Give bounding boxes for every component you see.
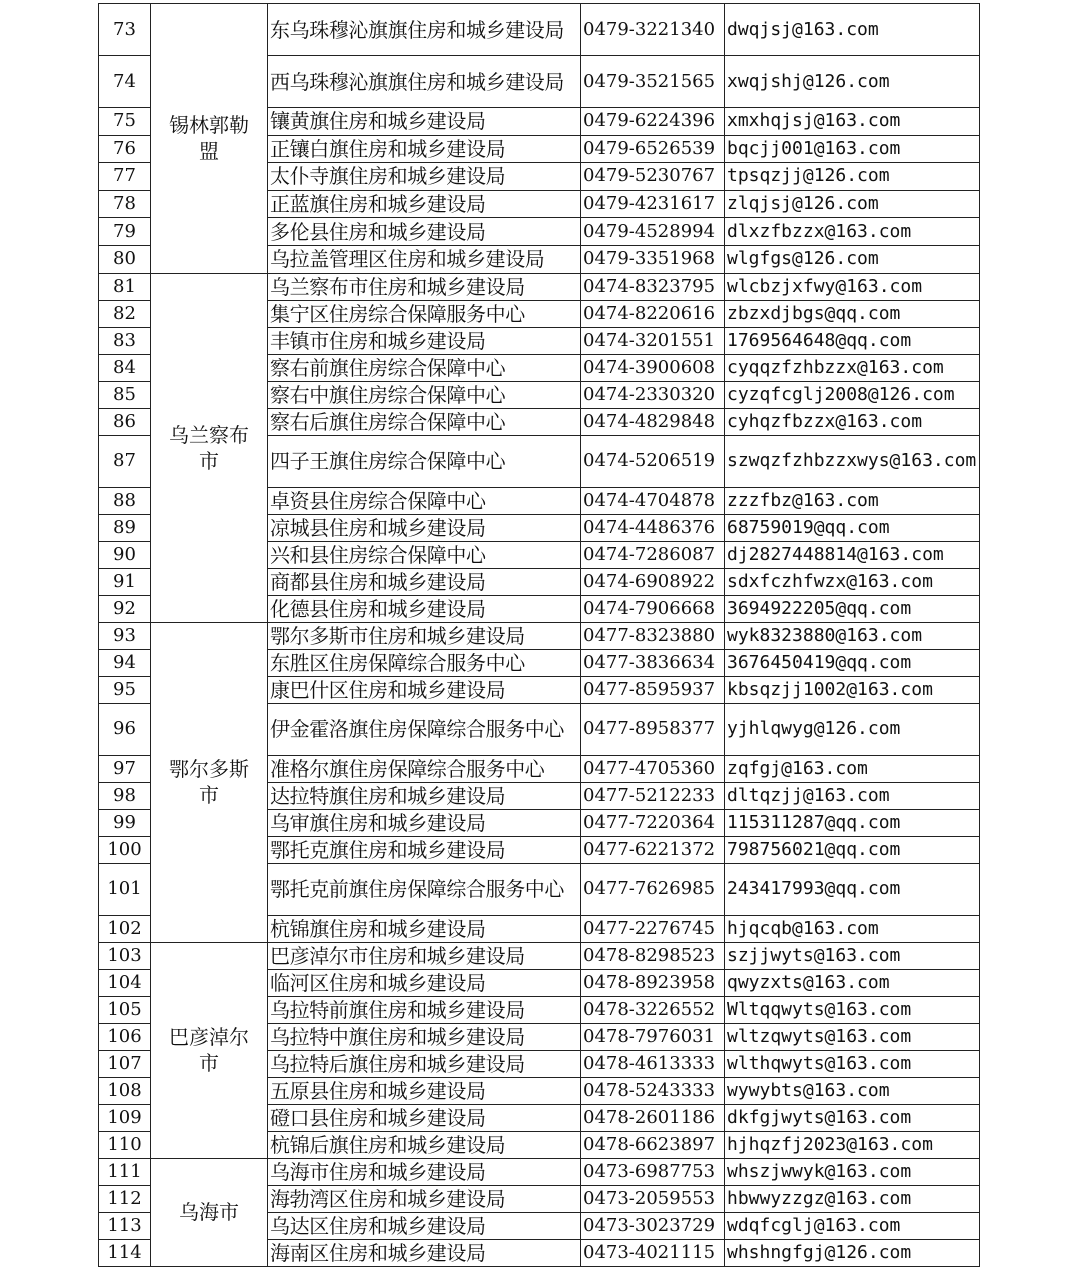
row-number: 102 (99, 915, 151, 942)
unit-name: 乌拉盖管理区住房和城乡建设局 (268, 245, 581, 273)
email-address: cyhqzfbzzx@163.com (725, 408, 980, 435)
row-number: 104 (99, 969, 151, 996)
email-address: 68759019@qq.com (725, 514, 980, 541)
email-address: wlthqwyts@163.com (725, 1050, 980, 1077)
row-number: 83 (99, 327, 151, 354)
unit-name: 鄂托克前旗住房保障综合服务中心 (268, 863, 581, 915)
region-cell: 乌海市 (151, 1158, 268, 1266)
table-row (99, 1158, 980, 1185)
phone-number: 0474-3201551 (581, 327, 725, 354)
phone-number: 0478-4613333 (581, 1050, 725, 1077)
row-number: 97 (99, 755, 151, 782)
row-number: 99 (99, 809, 151, 836)
phone-number: 0473-2059553 (581, 1185, 725, 1212)
row-number: 91 (99, 568, 151, 595)
unit-name: 乌达区住房和城乡建设局 (268, 1212, 581, 1239)
unit-name: 多伦县住房和城乡建设局 (268, 218, 581, 246)
unit-name: 丰镇市住房和城乡建设局 (268, 327, 581, 354)
unit-name: 四子王旗住房综合保障中心 (268, 435, 581, 487)
row-number: 110 (99, 1131, 151, 1158)
phone-number: 0478-5243333 (581, 1077, 725, 1104)
phone-number: 0474-2330320 (581, 381, 725, 408)
table-row (99, 942, 980, 969)
row-number: 74 (99, 56, 151, 108)
row-number: 95 (99, 676, 151, 703)
row-number: 92 (99, 595, 151, 622)
email-address: xmxhqjsj@163.com (725, 108, 980, 136)
email-address: dwqjsj@163.com (725, 4, 980, 56)
phone-number: 0478-8298523 (581, 942, 725, 969)
unit-name: 东胜区住房保障综合服务中心 (268, 649, 581, 676)
unit-name: 乌拉特前旗住房和城乡建设局 (268, 996, 581, 1023)
table-row (99, 273, 980, 300)
unit-name: 凉城县住房和城乡建设局 (268, 514, 581, 541)
email-address: dlxzfbzzx@163.com (725, 218, 980, 246)
row-number: 88 (99, 487, 151, 514)
phone-number: 0478-2601186 (581, 1104, 725, 1131)
region-cell: 乌兰察布市 (151, 273, 268, 622)
email-address: hjqcqb@163.com (725, 915, 980, 942)
unit-name: 杭锦后旗住房和城乡建设局 (268, 1131, 581, 1158)
unit-name: 化德县住房和城乡建设局 (268, 595, 581, 622)
email-address: szwqzfzhbzzxwys@163.com (725, 435, 980, 487)
email-address: bqcjj001@163.com (725, 135, 980, 163)
unit-name: 乌拉特后旗住房和城乡建设局 (268, 1050, 581, 1077)
unit-name: 海勃湾区住房和城乡建设局 (268, 1185, 581, 1212)
row-number: 84 (99, 354, 151, 381)
unit-name: 正镶白旗住房和城乡建设局 (268, 135, 581, 163)
unit-name: 鄂托克旗住房和城乡建设局 (268, 836, 581, 863)
contact-table (98, 3, 980, 1267)
unit-name: 乌审旗住房和城乡建设局 (268, 809, 581, 836)
unit-name: 乌拉特中旗住房和城乡建设局 (268, 1023, 581, 1050)
unit-name: 乌海市住房和城乡建设局 (268, 1158, 581, 1185)
email-address: szjjwyts@163.com (725, 942, 980, 969)
row-number: 85 (99, 381, 151, 408)
email-address: zqfgj@163.com (725, 755, 980, 782)
phone-number: 0474-6908922 (581, 568, 725, 595)
row-number: 100 (99, 836, 151, 863)
row-number: 86 (99, 408, 151, 435)
row-number: 101 (99, 863, 151, 915)
phone-number: 0477-3836634 (581, 649, 725, 676)
phone-number: 0478-3226552 (581, 996, 725, 1023)
region-cell: 巴彦淖尔市 (151, 942, 268, 1158)
email-address: wlgfgs@126.com (725, 245, 980, 273)
email-address: whshngfgj@126.com (725, 1239, 980, 1266)
unit-name: 商都县住房和城乡建设局 (268, 568, 581, 595)
phone-number: 0477-6221372 (581, 836, 725, 863)
region-cell: 鄂尔多斯市 (151, 622, 268, 942)
phone-number: 0474-4704878 (581, 487, 725, 514)
row-number: 96 (99, 703, 151, 755)
email-address: qwyzxts@163.com (725, 969, 980, 996)
phone-number: 0473-6987753 (581, 1158, 725, 1185)
email-address: Wltqqwyts@163.com (725, 996, 980, 1023)
unit-name: 准格尔旗住房保障综合服务中心 (268, 755, 581, 782)
phone-number: 0473-3023729 (581, 1212, 725, 1239)
unit-name: 察右中旗住房综合保障中心 (268, 381, 581, 408)
row-number: 89 (99, 514, 151, 541)
phone-number: 0479-6526539 (581, 135, 725, 163)
phone-number: 0477-5212233 (581, 782, 725, 809)
unit-name: 乌兰察布市住房和城乡建设局 (268, 273, 581, 300)
phone-number: 0477-7220364 (581, 809, 725, 836)
row-number: 90 (99, 541, 151, 568)
row-number: 93 (99, 622, 151, 649)
email-address: sdxfczhfwzx@163.com (725, 568, 980, 595)
row-number: 94 (99, 649, 151, 676)
unit-name: 东乌珠穆沁旗旗住房和城乡建设局 (268, 4, 581, 56)
phone-number: 0474-3900608 (581, 354, 725, 381)
table-row (99, 622, 980, 649)
unit-name: 西乌珠穆沁旗旗住房和城乡建设局 (268, 56, 581, 108)
row-number: 75 (99, 108, 151, 136)
unit-name: 达拉特旗住房和城乡建设局 (268, 782, 581, 809)
email-address: xwqjshj@126.com (725, 56, 980, 108)
phone-number: 0478-8923958 (581, 969, 725, 996)
phone-number: 0477-8595937 (581, 676, 725, 703)
row-number: 87 (99, 435, 151, 487)
row-number: 73 (99, 4, 151, 56)
unit-name: 伊金霍洛旗住房保障综合服务中心 (268, 703, 581, 755)
phone-number: 0473-4021115 (581, 1239, 725, 1266)
email-address: zlqjsj@126.com (725, 190, 980, 218)
unit-name: 卓资县住房综合保障中心 (268, 487, 581, 514)
row-number: 98 (99, 782, 151, 809)
email-address: yjhlqwyg@126.com (725, 703, 980, 755)
phone-number: 0479-6224396 (581, 108, 725, 136)
email-address: 3694922205@qq.com (725, 595, 980, 622)
email-address: zbzxdjbgs@qq.com (725, 300, 980, 327)
table-row (99, 4, 980, 56)
phone-number: 0479-4528994 (581, 218, 725, 246)
phone-number: 0478-7976031 (581, 1023, 725, 1050)
phone-number: 0474-4829848 (581, 408, 725, 435)
row-number: 111 (99, 1158, 151, 1185)
row-number: 103 (99, 942, 151, 969)
email-address: whszjwwyk@163.com (725, 1158, 980, 1185)
email-address: 115311287@qq.com (725, 809, 980, 836)
unit-name: 太仆寺旗住房和城乡建设局 (268, 163, 581, 191)
email-address: hjhqzfj2023@163.com (725, 1131, 980, 1158)
row-number: 105 (99, 996, 151, 1023)
email-address: 798756021@qq.com (725, 836, 980, 863)
unit-name: 镶黄旗住房和城乡建设局 (268, 108, 581, 136)
unit-name: 兴和县住房综合保障中心 (268, 541, 581, 568)
phone-number: 0477-4705360 (581, 755, 725, 782)
phone-number: 0479-5230767 (581, 163, 725, 191)
row-number: 81 (99, 273, 151, 300)
unit-name: 正蓝旗住房和城乡建设局 (268, 190, 581, 218)
phone-number: 0478-6623897 (581, 1131, 725, 1158)
phone-number: 0477-8323880 (581, 622, 725, 649)
phone-number: 0474-7286087 (581, 541, 725, 568)
row-number: 79 (99, 218, 151, 246)
row-number: 108 (99, 1077, 151, 1104)
email-address: hbwwyzzgz@163.com (725, 1185, 980, 1212)
unit-name: 集宁区住房综合保障服务中心 (268, 300, 581, 327)
phone-number: 0479-3521565 (581, 56, 725, 108)
email-address: dj2827448814@163.com (725, 541, 980, 568)
row-number: 78 (99, 190, 151, 218)
phone-number: 0479-4231617 (581, 190, 725, 218)
unit-name: 鄂尔多斯市住房和城乡建设局 (268, 622, 581, 649)
unit-name: 巴彦淖尔市住房和城乡建设局 (268, 942, 581, 969)
unit-name: 临河区住房和城乡建设局 (268, 969, 581, 996)
unit-name: 杭锦旗住房和城乡建设局 (268, 915, 581, 942)
phone-number: 0477-8958377 (581, 703, 725, 755)
email-address: dltqzjj@163.com (725, 782, 980, 809)
phone-number: 0477-2276745 (581, 915, 725, 942)
row-number: 112 (99, 1185, 151, 1212)
row-number: 77 (99, 163, 151, 191)
unit-name: 察右前旗住房综合保障中心 (268, 354, 581, 381)
row-number: 82 (99, 300, 151, 327)
row-number: 109 (99, 1104, 151, 1131)
email-address: kbsqzjj1002@163.com (725, 676, 980, 703)
phone-number: 0479-3351968 (581, 245, 725, 273)
email-address: cyzqfcglj2008@126.com (725, 381, 980, 408)
row-number: 80 (99, 245, 151, 273)
email-address: zzzfbz@163.com (725, 487, 980, 514)
phone-number: 0474-8220616 (581, 300, 725, 327)
row-number: 107 (99, 1050, 151, 1077)
phone-number: 0474-8323795 (581, 273, 725, 300)
email-address: wyk8323880@163.com (725, 622, 980, 649)
unit-name: 察右后旗住房综合保障中心 (268, 408, 581, 435)
row-number: 106 (99, 1023, 151, 1050)
unit-name: 五原县住房和城乡建设局 (268, 1077, 581, 1104)
email-address: 3676450419@qq.com (725, 649, 980, 676)
email-address: 243417993@qq.com (725, 863, 980, 915)
phone-number: 0479-3221340 (581, 4, 725, 56)
email-address: wlcbzjxfwy@163.com (725, 273, 980, 300)
email-address: wltzqwyts@163.com (725, 1023, 980, 1050)
row-number: 76 (99, 135, 151, 163)
email-address: tpsqzjj@126.com (725, 163, 980, 191)
unit-name: 海南区住房和城乡建设局 (268, 1239, 581, 1266)
row-number: 113 (99, 1212, 151, 1239)
unit-name: 康巴什区住房和城乡建设局 (268, 676, 581, 703)
phone-number: 0474-7906668 (581, 595, 725, 622)
region-cell: 锡林郭勒盟 (151, 4, 268, 274)
phone-number: 0474-4486376 (581, 514, 725, 541)
email-address: wdqfcglj@163.com (725, 1212, 980, 1239)
email-address: wywybts@163.com (725, 1077, 980, 1104)
phone-number: 0477-7626985 (581, 863, 725, 915)
unit-name: 磴口县住房和城乡建设局 (268, 1104, 581, 1131)
table-body (99, 4, 980, 1267)
row-number: 114 (99, 1239, 151, 1266)
email-address: 1769564648@qq.com (725, 327, 980, 354)
email-address: cyqqzfzhbzzx@163.com (725, 354, 980, 381)
email-address: dkfgjwyts@163.com (725, 1104, 980, 1131)
phone-number: 0474-5206519 (581, 435, 725, 487)
